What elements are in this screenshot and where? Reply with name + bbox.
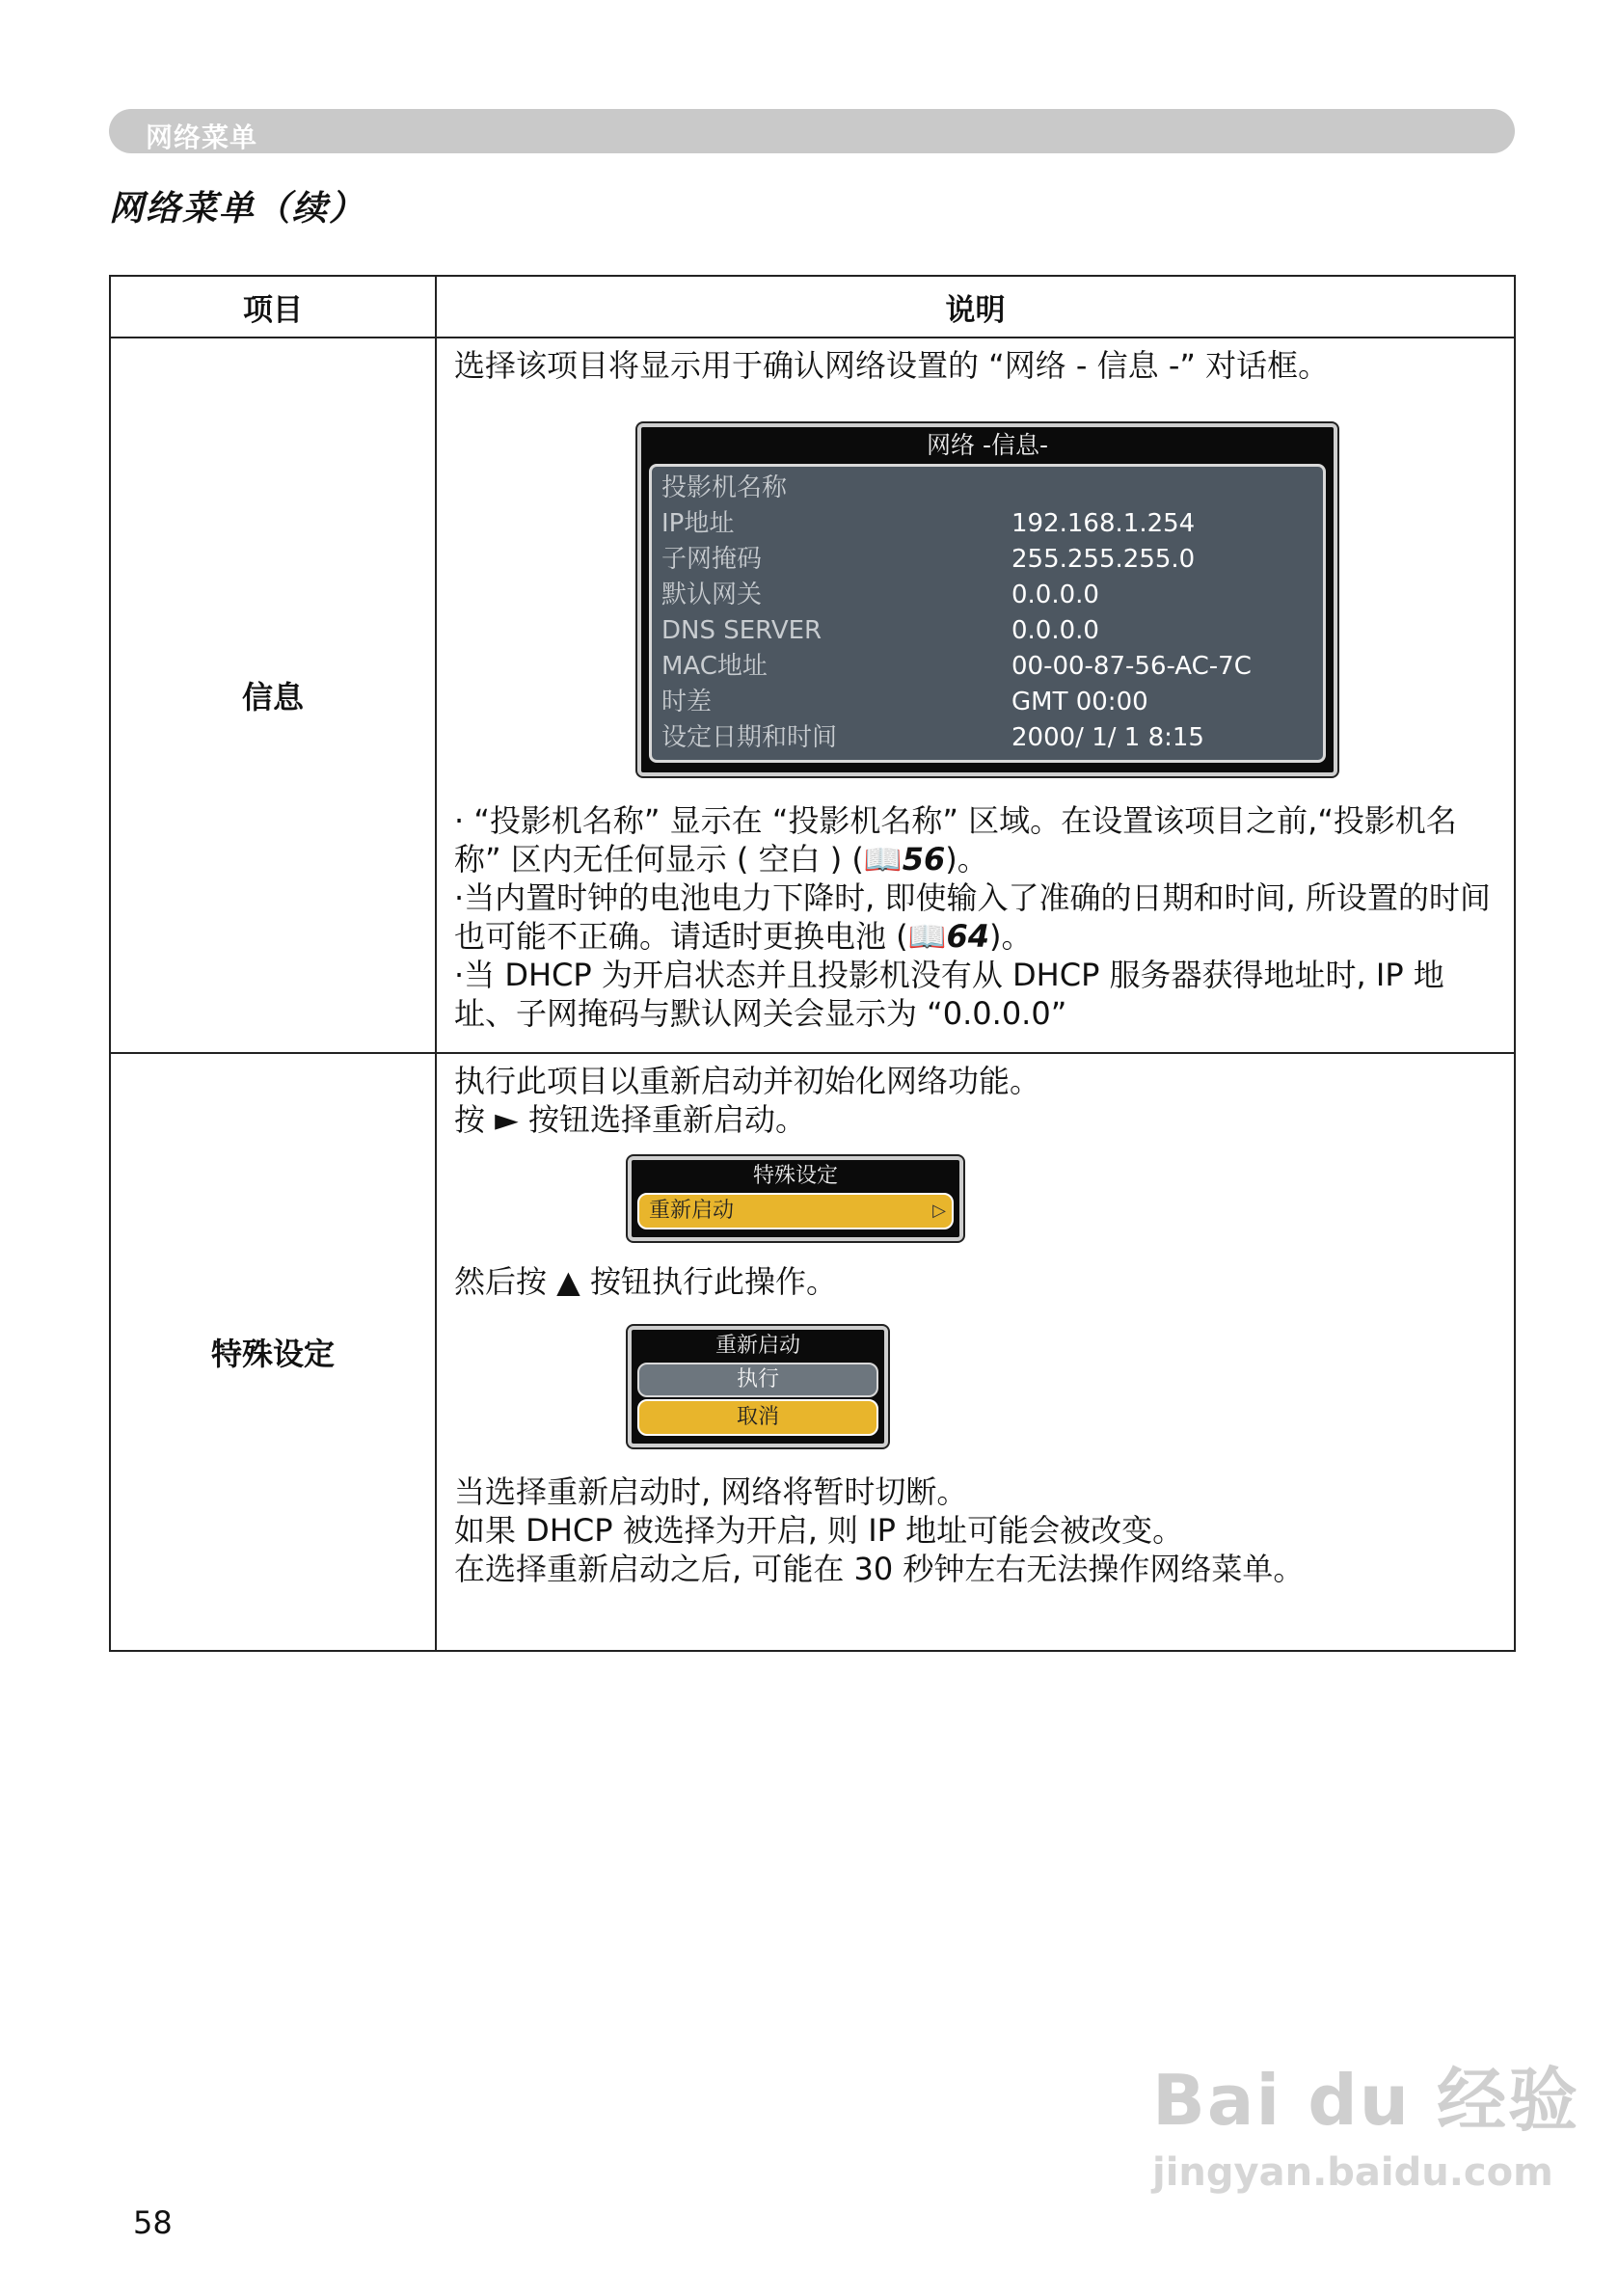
info-row-mac-address xyxy=(661,649,1313,685)
menu-title: 特殊设定 xyxy=(752,1164,838,1188)
info-row-date-time xyxy=(661,720,1313,756)
page-number: 58 xyxy=(133,2204,173,2241)
table-row-special-settings xyxy=(110,1053,1515,1651)
execute-option[interactable]: 执行 xyxy=(637,1363,878,1397)
field-label: 子网掩码 xyxy=(661,545,763,574)
field-value: 255.255.255.0 xyxy=(1011,545,1196,574)
item-name-info: 信息 xyxy=(110,338,436,1053)
baidu-watermark-logo: Bai du 经验 xyxy=(1152,2060,1580,2141)
restart-option[interactable] xyxy=(637,1193,954,1229)
note-text: )。 xyxy=(945,841,988,878)
field-value: 2000/ 1/ 1 8:15 xyxy=(1011,723,1204,752)
network-info-dialog xyxy=(637,423,1337,776)
description-special-settings xyxy=(436,1053,1515,1651)
field-label: DNS SERVER xyxy=(661,616,822,645)
item-name-special-settings: 特殊设定 xyxy=(110,1053,436,1651)
special-line-5: 如果 DHCP 被选择为开启, 则 IP 地址可能会被改变。 xyxy=(454,1512,1184,1549)
cancel-option[interactable]: 取消 xyxy=(637,1399,878,1436)
special-line-3: 然后按 ▲ 按钮执行此操作。 xyxy=(454,1263,837,1300)
special-line-6: 在选择重新启动之后, 可能在 30 秒钟左右无法操作网络菜单。 xyxy=(454,1551,1305,1587)
page-reference[interactable]: 56 xyxy=(902,841,946,878)
special-line-2: 按 ► 按钮选择重新启动。 xyxy=(454,1101,806,1138)
info-row-time-difference xyxy=(661,685,1313,720)
info-intro-text: 选择该项目将显示用于确认网络设置的 “网络 - 信息 -” 对话框。 xyxy=(454,347,1330,384)
dialog-title: 网络 -信息- xyxy=(927,431,1048,459)
field-value: GMT 00:00 xyxy=(1011,688,1148,716)
field-label: 投影机名称 xyxy=(661,473,788,502)
info-note-projector-name xyxy=(454,801,1497,878)
restart-confirm-dialog xyxy=(628,1326,888,1447)
menu-description-table xyxy=(109,275,1516,1652)
field-value: 0.0.0.0 xyxy=(1011,616,1099,645)
special-settings-menu xyxy=(628,1156,963,1241)
table-header-row xyxy=(110,276,1515,338)
field-value: 192.168.1.254 xyxy=(1011,509,1196,538)
section-label: 网络菜单 xyxy=(146,122,258,153)
note-text: · “投影机名称” 显示在 “投影机名称” 区域。在设置该项目之前,“投影机名称” 区内无任何显示 ( 空白 ) ( xyxy=(454,802,1457,878)
page-reference[interactable]: 64 xyxy=(946,918,990,955)
special-line-1: 执行此项目以重新启动并初始化网络功能。 xyxy=(454,1063,1041,1099)
info-row-default-gateway xyxy=(661,578,1313,613)
watermark-url: jingyan.baidu.com xyxy=(1152,2150,1553,2195)
field-value: 00-00-87-56-AC-7C xyxy=(1011,652,1252,681)
info-row-dns-server xyxy=(661,613,1313,649)
info-row-projector-name xyxy=(661,471,1313,506)
page-title: 网络菜单（续） xyxy=(109,189,366,229)
field-value: 0.0.0.0 xyxy=(1011,581,1099,609)
info-note-battery xyxy=(454,878,1497,956)
field-label: MAC地址 xyxy=(661,652,768,681)
info-row-subnet-mask xyxy=(661,542,1313,578)
column-header-item: 项目 xyxy=(110,276,436,338)
special-line-4: 当选择重新启动时, 网络将暂时切断。 xyxy=(454,1473,968,1510)
field-label: 时差 xyxy=(661,688,713,716)
column-header-description: 说明 xyxy=(436,276,1515,338)
description-info xyxy=(436,338,1515,1053)
section-header-bar xyxy=(109,109,1515,153)
dialog-title: 重新启动 xyxy=(715,1334,800,1358)
option-label: 重新启动 xyxy=(649,1199,735,1223)
chevron-right-icon: ▷ xyxy=(932,1201,946,1221)
info-note-dhcp: ·当 DHCP 为开启状态并且投影机没有从 DHCP 服务器获得地址时, IP 地址、子网掩码与默认网关会显示为 “0.0.0.0” xyxy=(454,957,1444,1032)
field-label: 默认网关 xyxy=(661,581,763,609)
field-label: IP地址 xyxy=(661,509,735,538)
note-text: )。 xyxy=(989,918,1033,955)
note-text: ·当内置时钟的电池电力下降时, 即使输入了准确的日期和时间, 所设置的时间也可能不正确。请适时更换电池 ( xyxy=(454,879,1491,955)
info-row-ip-address xyxy=(661,506,1313,542)
field-label: 设定日期和时间 xyxy=(661,723,838,752)
table-row-info xyxy=(110,338,1515,1053)
book-icon: 📖 xyxy=(863,841,903,878)
book-icon: 📖 xyxy=(907,918,947,955)
dialog-body xyxy=(649,464,1326,763)
